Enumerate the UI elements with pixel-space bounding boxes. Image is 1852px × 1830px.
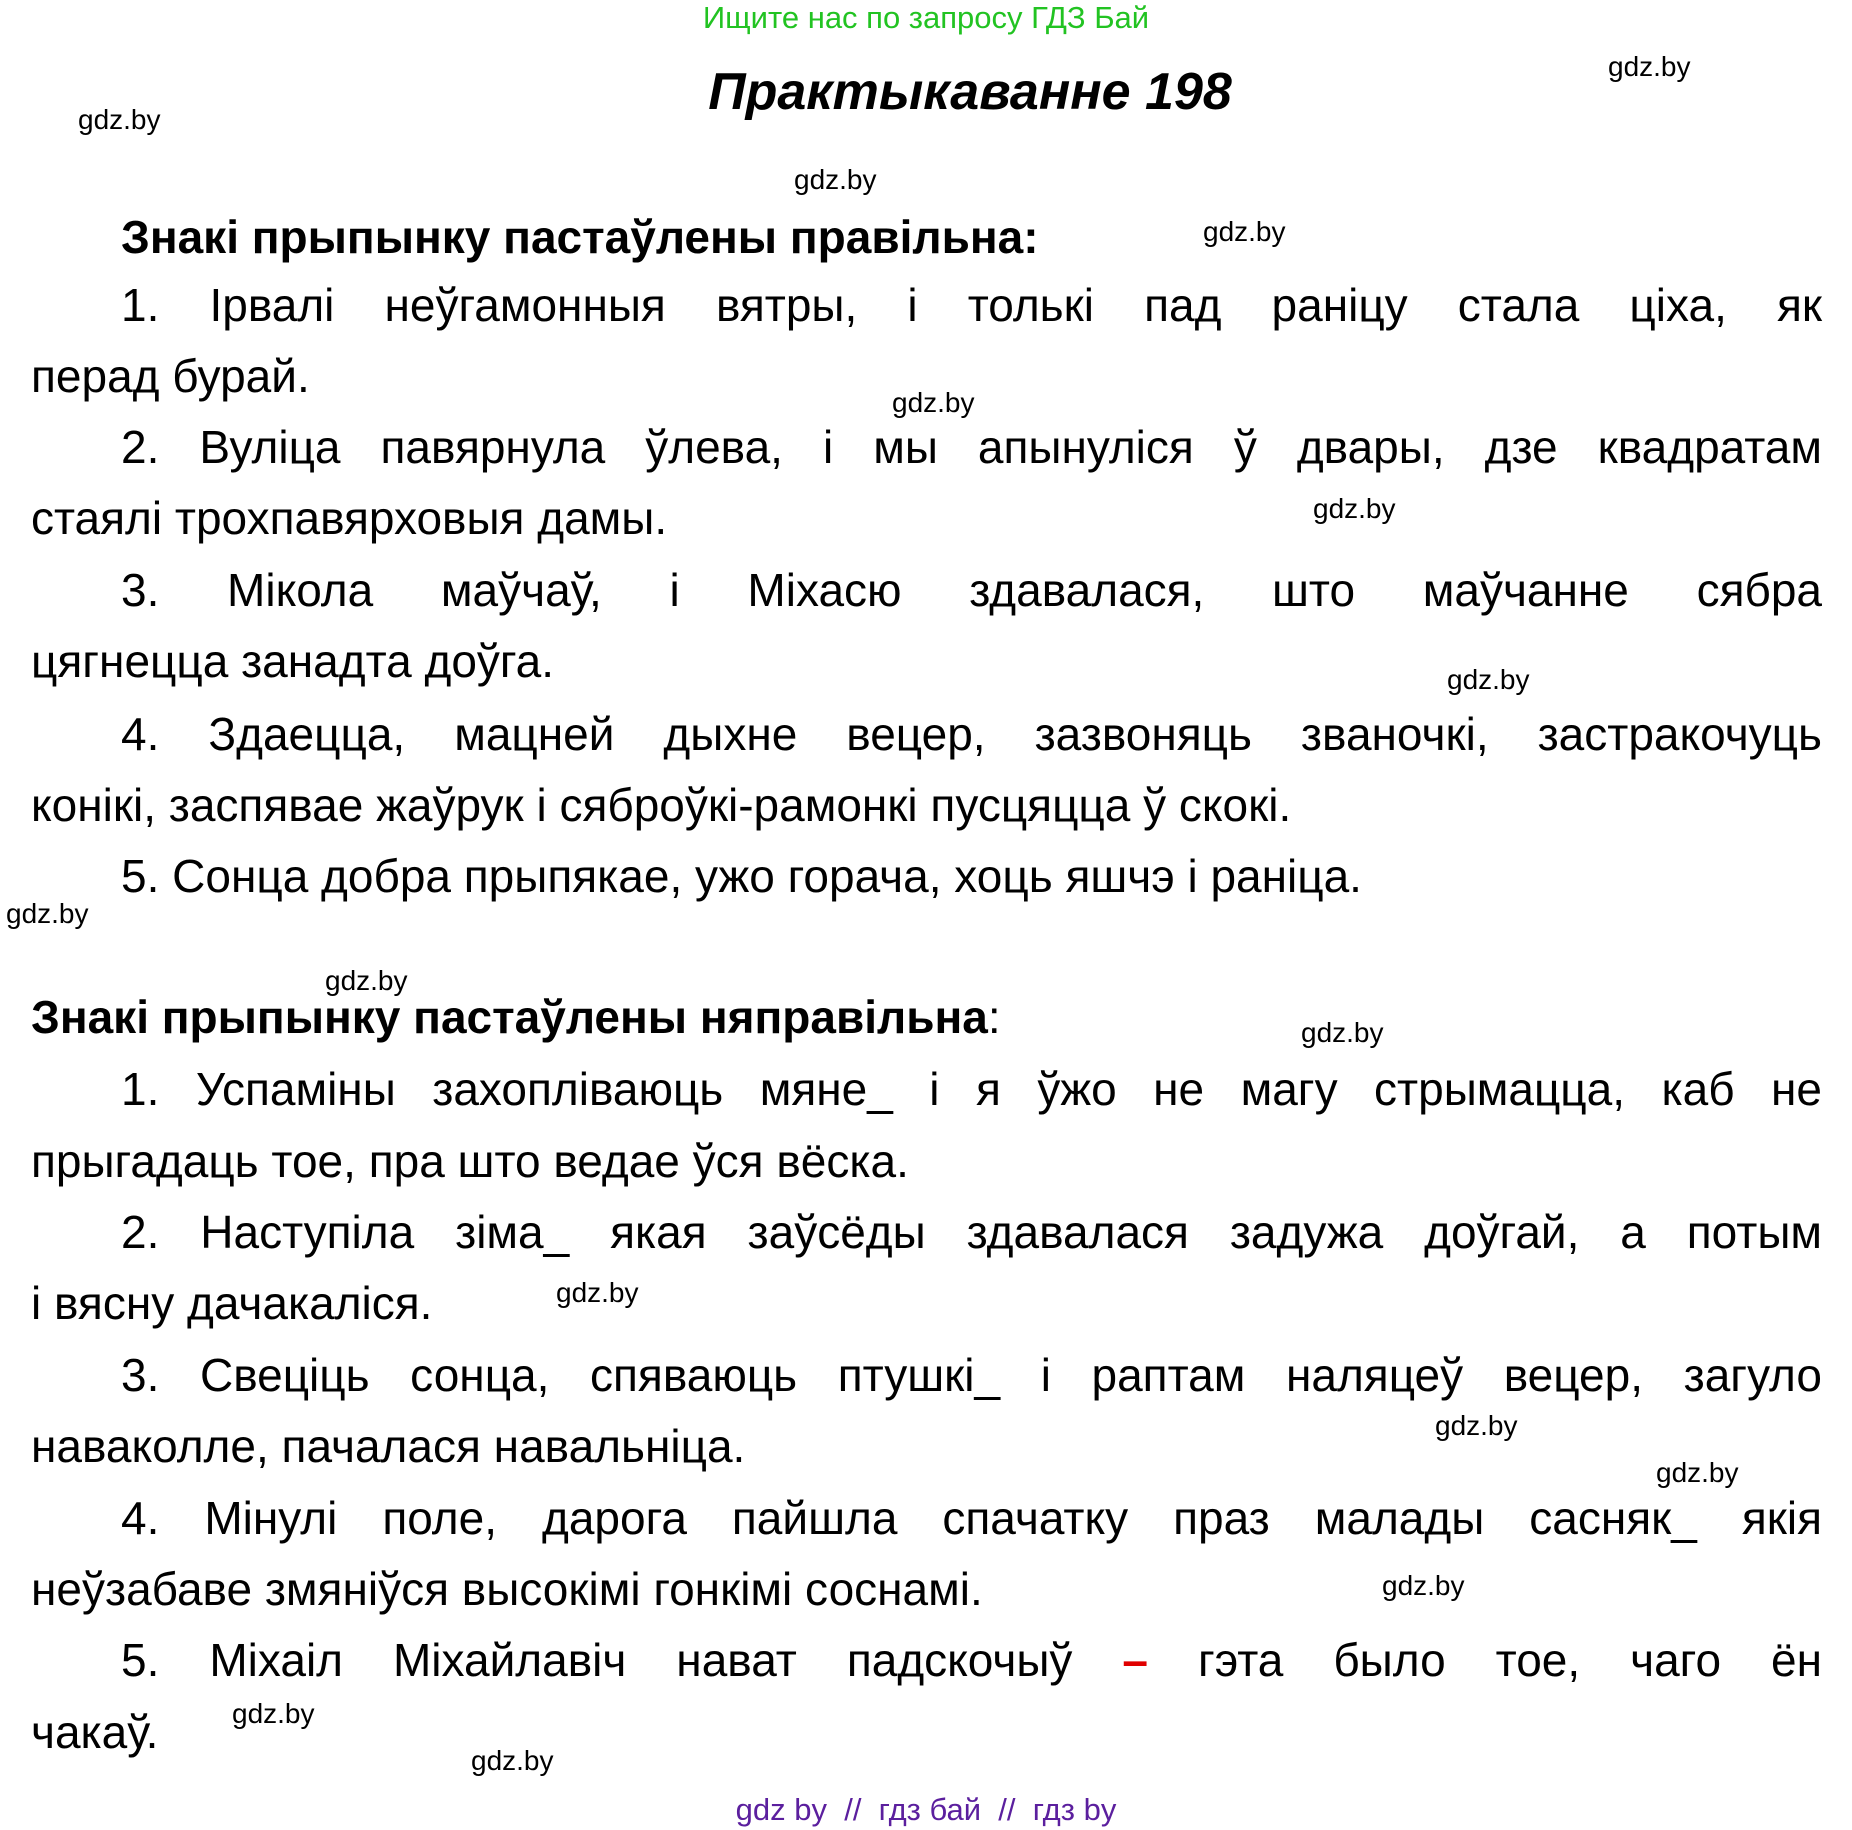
heading-incorrect [31, 981, 1001, 1053]
watermark: gdz.by [1608, 51, 1691, 82]
watermark: gdz.by [1447, 664, 1530, 695]
watermark: gdz.by [78, 104, 161, 135]
watermark: gdz.by [471, 1745, 554, 1776]
text-line: конікі, заспявае жаўрук і сяброўкі-рамонкі пусцяцца ў скокі. [31, 779, 1292, 831]
heading-incorrect-text: Знакі прыпынку пастаўлены няправільна [31, 991, 988, 1043]
watermark: gdz.by [1301, 1017, 1384, 1048]
text-line: 2. Наступіла зіма_ якая заўсёды здавалася задужа доўгай, а потым [121, 1206, 1822, 1258]
watermark: gdz.by [1656, 1457, 1739, 1488]
watermark: gdz.by [325, 965, 408, 996]
text-line: 3. Мікола маўчаў, і Міхасю здавалася, што маўчанне сябра [121, 564, 1822, 616]
search-banner: Ищите нас по запросу ГДЗ Бай [702, 0, 1150, 35]
page-title: Практыкаванне 198 [708, 63, 1232, 121]
footer-links[interactable]: gdz by // гдз бай // гдз by [735, 1792, 1117, 1827]
watermark: gdz.by [232, 1698, 315, 1729]
watermark: gdz.by [794, 164, 877, 195]
text-line: перад бурай. [31, 350, 310, 402]
watermark: gdz.by [1435, 1410, 1518, 1441]
text-line: 1. Успаміны захопліваюць мяне_ і я ўжо не магу стрымацца, каб не [121, 1063, 1822, 1115]
text-line: цягнецца занадта доўга. [31, 635, 555, 687]
watermark: gdz.by [556, 1277, 639, 1308]
text-line: 4. Мінулі поле, дарога пайшла спачатку праз малады сасняк_ якія [121, 1492, 1822, 1544]
text-line: стаялі трохпавярховыя дамы. [31, 492, 668, 544]
text-line: наваколле, пачалася навальніца. [31, 1420, 746, 1472]
text-line: 1. Ірвалі неўгамонныя вятры, і толькі пад раніцу стала ціха, як [121, 279, 1822, 331]
text-line [121, 1624, 1822, 1696]
text-line: чакаў. [31, 1706, 159, 1758]
text-line: 4. Здаецца, мацней дыхне вецер, зазвоняць званочкі, застракочуць [121, 708, 1822, 760]
line5-after: гэта было тое, чаго ён [1148, 1634, 1823, 1686]
watermark: gdz.by [1203, 216, 1286, 247]
text-line: прыгадаць тое, пра што ведае ўся вёска. [31, 1135, 909, 1187]
text-line: 5. Сонца добра прыпякае, ужо горача, хоць яшчэ і раніца. [121, 850, 1362, 902]
text-line: 2. Вуліца павярнула ўлева, і мы апынуліся ў двары, дзе квадратам [121, 421, 1822, 473]
watermark: gdz.by [1313, 493, 1396, 524]
text-line: неўзабаве змяніўся высокімі гонкімі соснамі. [31, 1563, 983, 1615]
red-dash: – [1122, 1634, 1148, 1686]
heading-correct: Знакі прыпынку пастаўлены правільна: [121, 211, 1039, 263]
line5-before: 5. Міхаіл Міхайлавіч нават падскочыў [121, 1634, 1123, 1686]
text-line: 3. Свеціць сонца, спяваюць птушкі_ і раптам наляцеў вецер, загуло [121, 1349, 1822, 1401]
heading-colon: : [987, 991, 1001, 1043]
text-line: і вясну дачакаліся. [31, 1277, 433, 1329]
watermark: gdz.by [1382, 1570, 1465, 1601]
watermark: gdz.by [892, 387, 975, 418]
watermark: gdz.by [6, 898, 89, 929]
